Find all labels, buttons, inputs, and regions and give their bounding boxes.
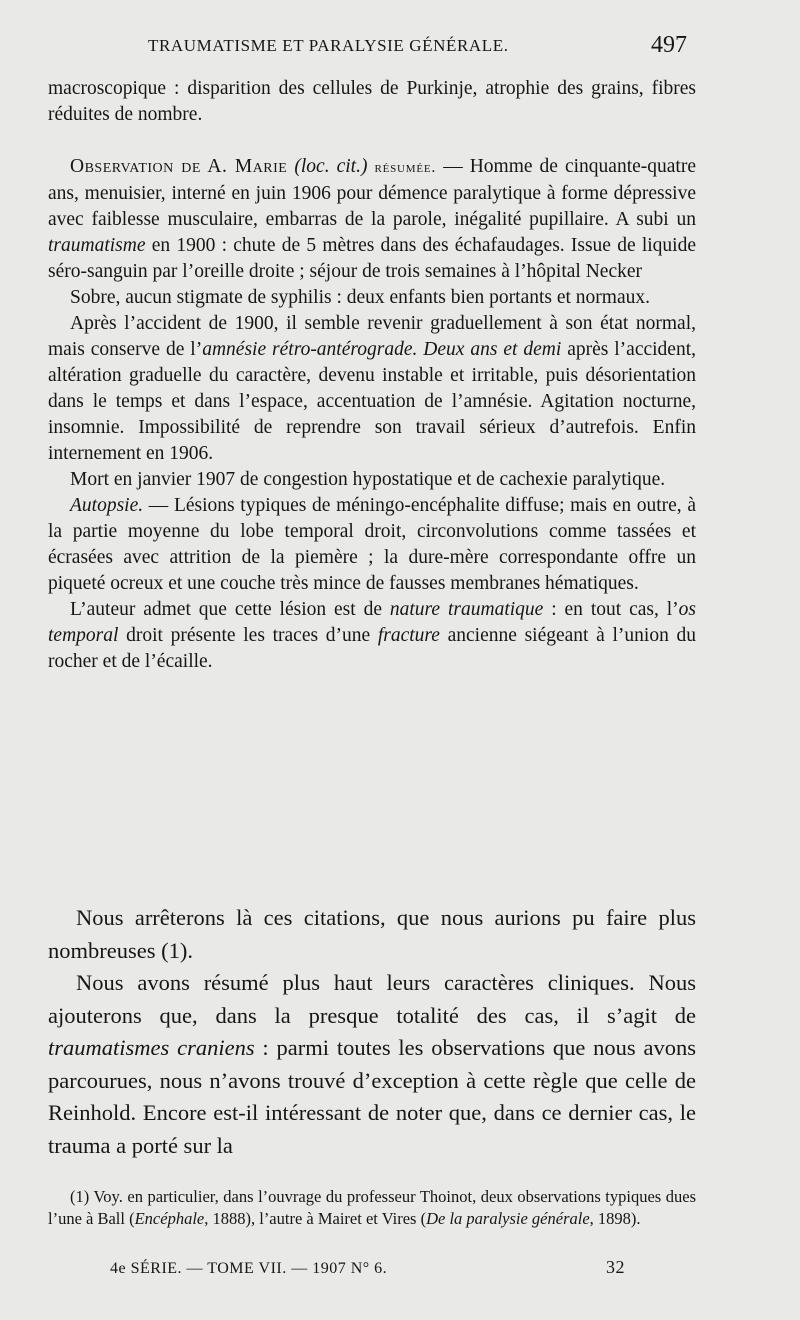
series-info: 4e SÉRIE. — TOME VII. — 1907 N° 6. — [110, 1260, 388, 1277]
footnote — [48, 1186, 696, 1230]
apres-italic: amnésie rétro-antérograde. Deux ans et demi — [202, 339, 562, 360]
paragraph-auteur — [48, 597, 696, 675]
resume-text-1: Nous avons résumé plus haut leurs caractères cliniques. Nous ajouterons que, dans la presque totalité des cas, il s’agit de — [48, 970, 696, 1028]
observation-text-2: en 1900 : chute de 5 mètres dans des échafaudages. Issue de liquide séro-sanguin par l’oreille droite ; séjour de trois semaines à l’hôpital Necker — [48, 235, 696, 282]
footnote-italic-2: De la paralysie générale — [426, 1209, 590, 1228]
running-header — [148, 34, 748, 64]
signature-line — [110, 1257, 630, 1284]
paragraph-autopsie — [48, 493, 696, 597]
auteur-text-1: L’auteur admet que cette lésion est de — [70, 599, 390, 620]
apres-text-2: après l’accident, altération graduelle du caractère, devenu instable et irritable, puis désorientation dans le temps et dans l’espace, accentuation de l’amnésie. Agitation nocturne, insomnie. Impossibilité de reprendre son travail sérieux d’autrefois. Enfin internement en 1906. — [48, 339, 696, 464]
observation-cite: (loc. cit.) — [294, 156, 368, 177]
resume-italic: traumatismes craniens — [48, 1035, 255, 1060]
observation-trauma: traumatisme — [48, 235, 146, 256]
auteur-italic-1: nature traumatique — [389, 599, 544, 620]
autopsie-label: Autopsie. — [70, 495, 144, 516]
footnote-text — [48, 1186, 696, 1230]
auteur-italic-3: fracture — [377, 625, 440, 646]
footnote-text-3: , 1898). — [589, 1209, 641, 1228]
paragraph-macroscopique: macroscopique : disparition des cellules de Purkinje, atrophie des grains, fibres réduites de nombre. — [48, 78, 696, 125]
paragraph-arreterons: Nous arrêterons là ces citations, que nous aurions pu faire plus nombreuses (1). — [48, 905, 696, 963]
footnote-text-1: (1) Voy. en particulier, dans l’ouvrage du professeur Thoinot, deux observations typiques dues l’une à Ball ( — [48, 1187, 696, 1228]
footnote-italic-1: Encéphale — [134, 1209, 205, 1228]
page-number: 497 — [651, 32, 687, 58]
auteur-text-3: droit présente les traces d’une — [118, 625, 378, 646]
apres-text-1: Après l’accident de 1900, il semble revenir graduellement à son état normal, mais conserve de l’ — [48, 313, 696, 360]
observation-block — [48, 76, 696, 675]
footnote-text-2: , 1888), l’autre à Mairet et Vires ( — [204, 1209, 427, 1228]
signature-number: 32 — [606, 1257, 625, 1277]
paragraph-mort: Mort en janvier 1907 de congestion hypostatique et de cachexie paralytique. — [70, 469, 666, 490]
auteur-text-4: ancienne siégeant à l’union du rocher et de l’écaille. — [48, 625, 696, 672]
running-title: TRAUMATISME ET PARALYSIE GÉNÉRALE. — [148, 36, 509, 55]
autopsie-text: — Lésions typiques de méningo-encéphalite diffuse; mais en outre, à la partie moyenne du lobe temporal droit, circonvolutions comme tassées et écrasées avec attrition de la piemère ; la dure-mère correspondante offre un piqueté ocreux et une couche très mince de fausses membranes hématiques. — [48, 495, 696, 594]
observation-resume: résumée. — [374, 159, 437, 176]
observation-label: Observation de A. Marie — [70, 156, 288, 177]
paragraph-observation — [48, 154, 696, 285]
auteur-italic-2: os temporal — [48, 599, 696, 646]
observation-text: — Homme de cinquante-quatre ans, menuisier, interné en juin 1906 pour démence paralytique à forme dépressive avec faiblesse musculaire, embarras de la parole, inégalité pupillaire. A subi un — [48, 156, 696, 230]
resume-text-2: : parmi toutes les observations que nous avons parcourues, nous n’avons trouvé d’exception à cette règle que celle de Reinhold. Encore est-il intéressant de noter que, dans ce dernier cas, le trauma a porté sur la — [48, 1035, 696, 1158]
paragraph-sobre: Sobre, aucun stigmate de syphilis : deux enfants bien portants et normaux. — [70, 287, 651, 308]
paragraph-apres — [48, 311, 696, 467]
paragraph-resume — [48, 967, 696, 1162]
main-text-block — [48, 902, 696, 1162]
auteur-text-2: : en tout cas, l’ — [543, 599, 679, 620]
